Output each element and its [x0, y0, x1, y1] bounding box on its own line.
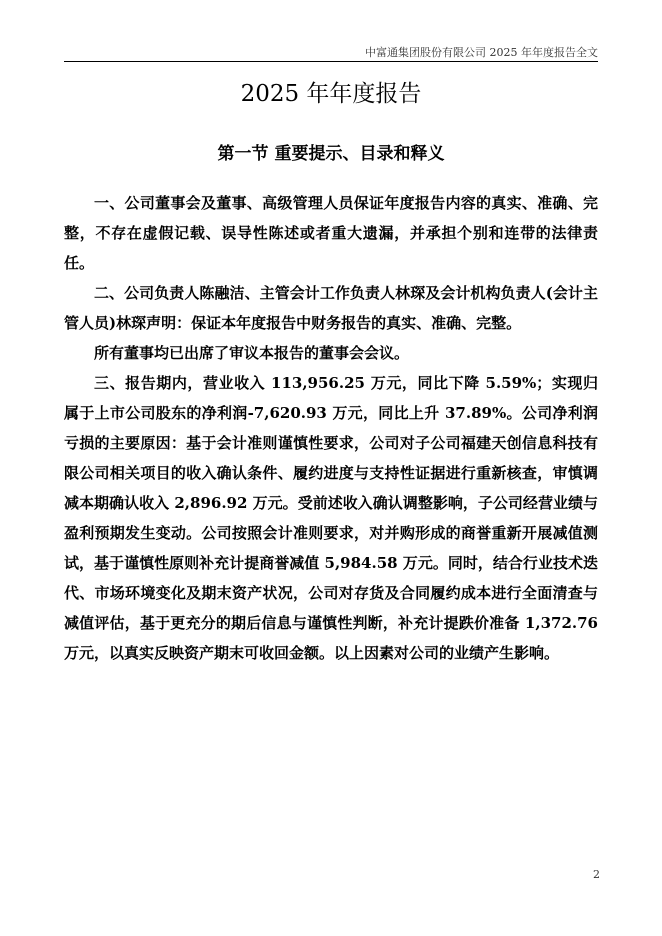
paragraph-4: 三、报告期内，营业收入 113,956.25 万元，同比下降 5.59%；实现归属于上市公司股东的净利润-7,620.93 万元，同比上升 37.89%。公司净利润亏损的主要原因：基于会计准则谨慎性要求，公司对子公司福建天创信息科技有限公司相关项目的收入确认条件、履约进度与支持性证据进行重新核查，审慎调减本期确认收入 2,896.92 万元。受前述收入确认调整影响，子公司经营业绩与盈利预期发生变动。公司按照会计准则要求，对并购形成的商誉重新开展减值测试，基于谨慎性原则补充计提商誉减值 5,984.58 万元。同时，结合行业技术迭代、市场环境变化及期末资产状况，公司对存货及合同履约成本进行全面清查与减值评估，基于更充分的期后信息与谨慎性判断，补充计提跌价准备 1,372.76 万元，以真实反映资产期末可收回金额。以上因素对公司的业绩产生影响。	[64, 374, 598, 662]
paragraph-2: 二、公司负责人陈融洁、主管会计工作负责人林琛及会计机构负责人(会计主管人员)林琛声明：保证本年度报告中财务报告的真实、准确、完整。	[64, 284, 598, 332]
running-header: 中富通集团股份有限公司 2025 年年度报告全文	[365, 46, 598, 59]
body-text	[64, 188, 598, 668]
section-title: 第一节 重要提示、目录和释义	[217, 144, 445, 164]
header-divider	[64, 61, 598, 62]
document-title: 2025 年年度报告	[240, 81, 422, 107]
paragraph-3: 所有董事均已出席了审议本报告的董事会会议。	[94, 344, 410, 362]
paragraph-1: 一、公司董事会及董事、高级管理人员保证年度报告内容的真实、准确、完整，不存在虚假记载、误导性陈述或者重大遗漏，并承担个别和连带的法律责任。	[64, 194, 598, 272]
page-number: 2	[593, 868, 600, 881]
